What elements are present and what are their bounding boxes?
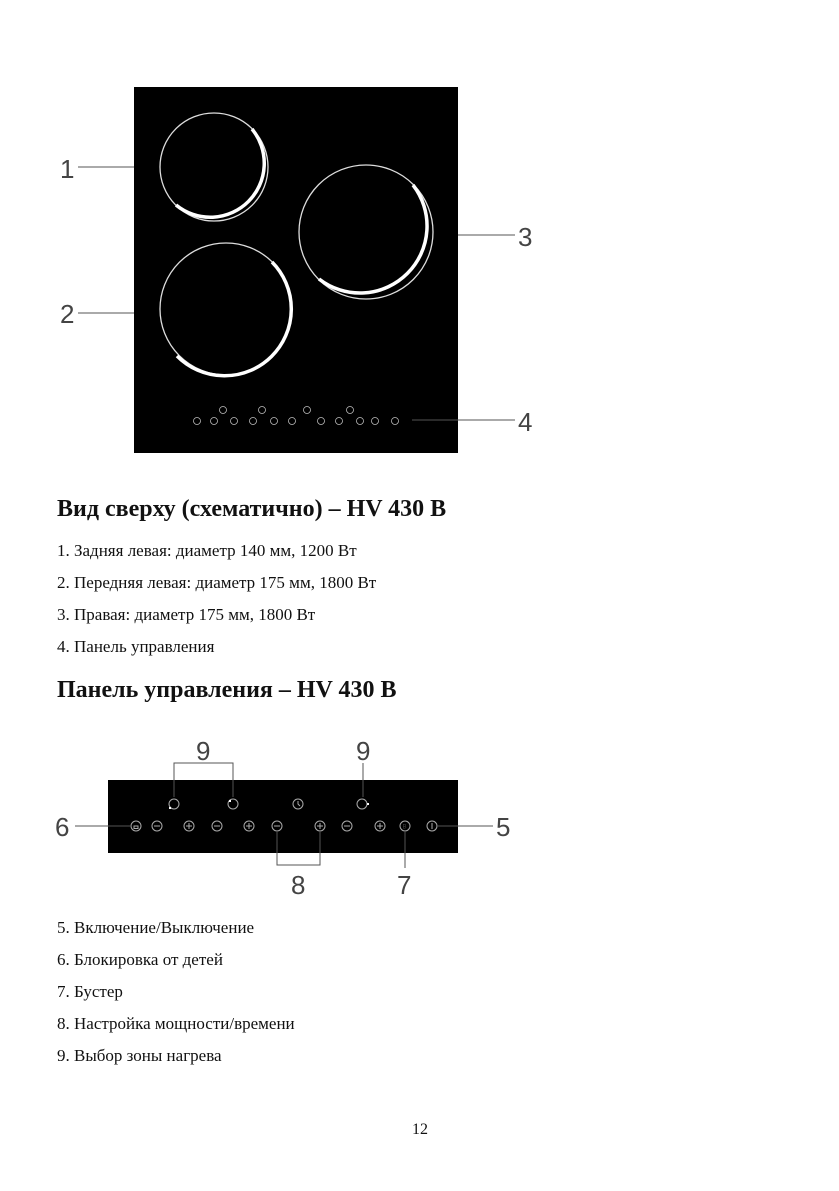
list-item: 3. Правая: диаметр 175 мм, 1800 Вт: [57, 605, 316, 624]
booster-glyph: B: [402, 824, 407, 831]
list-item: 6. Блокировка от детей: [57, 950, 223, 969]
top-view-heading: Вид сверху (схематично) – HV 430 B: [57, 496, 447, 522]
list-item: 9. Выбор зоны нагрева: [57, 1046, 222, 1065]
list-item: 4. Панель управления: [57, 637, 215, 656]
list-item: 7. Бустер: [57, 982, 123, 1001]
callout-3: 3: [518, 222, 533, 252]
callout-4: 4: [518, 407, 533, 437]
control-panel-heading: Панель управления – HV 430 B: [57, 677, 397, 703]
list-item: 2. Передняя левая: диаметр 175 мм, 1800 Вт: [57, 573, 377, 592]
callout-5: 5: [496, 812, 511, 842]
list-item: 8. Настройка мощности/времени: [57, 1014, 295, 1033]
callout-1: 1: [60, 154, 75, 184]
callout-8: 8: [291, 870, 306, 900]
list-item: 1. Задняя левая: диаметр 140 мм, 1200 Вт: [57, 541, 357, 560]
page-number: 12: [412, 1121, 428, 1138]
callout-9: 9: [196, 736, 211, 766]
hob-top-view-diagram: [0, 0, 839, 480]
callout-7: 7: [397, 870, 412, 900]
callout-9: 9: [356, 736, 371, 766]
callout-2: 2: [60, 299, 75, 329]
callout-6: 6: [55, 812, 70, 842]
control-panel-diagram: [0, 730, 839, 900]
list-item: 5. Включение/Выключение: [57, 918, 255, 937]
